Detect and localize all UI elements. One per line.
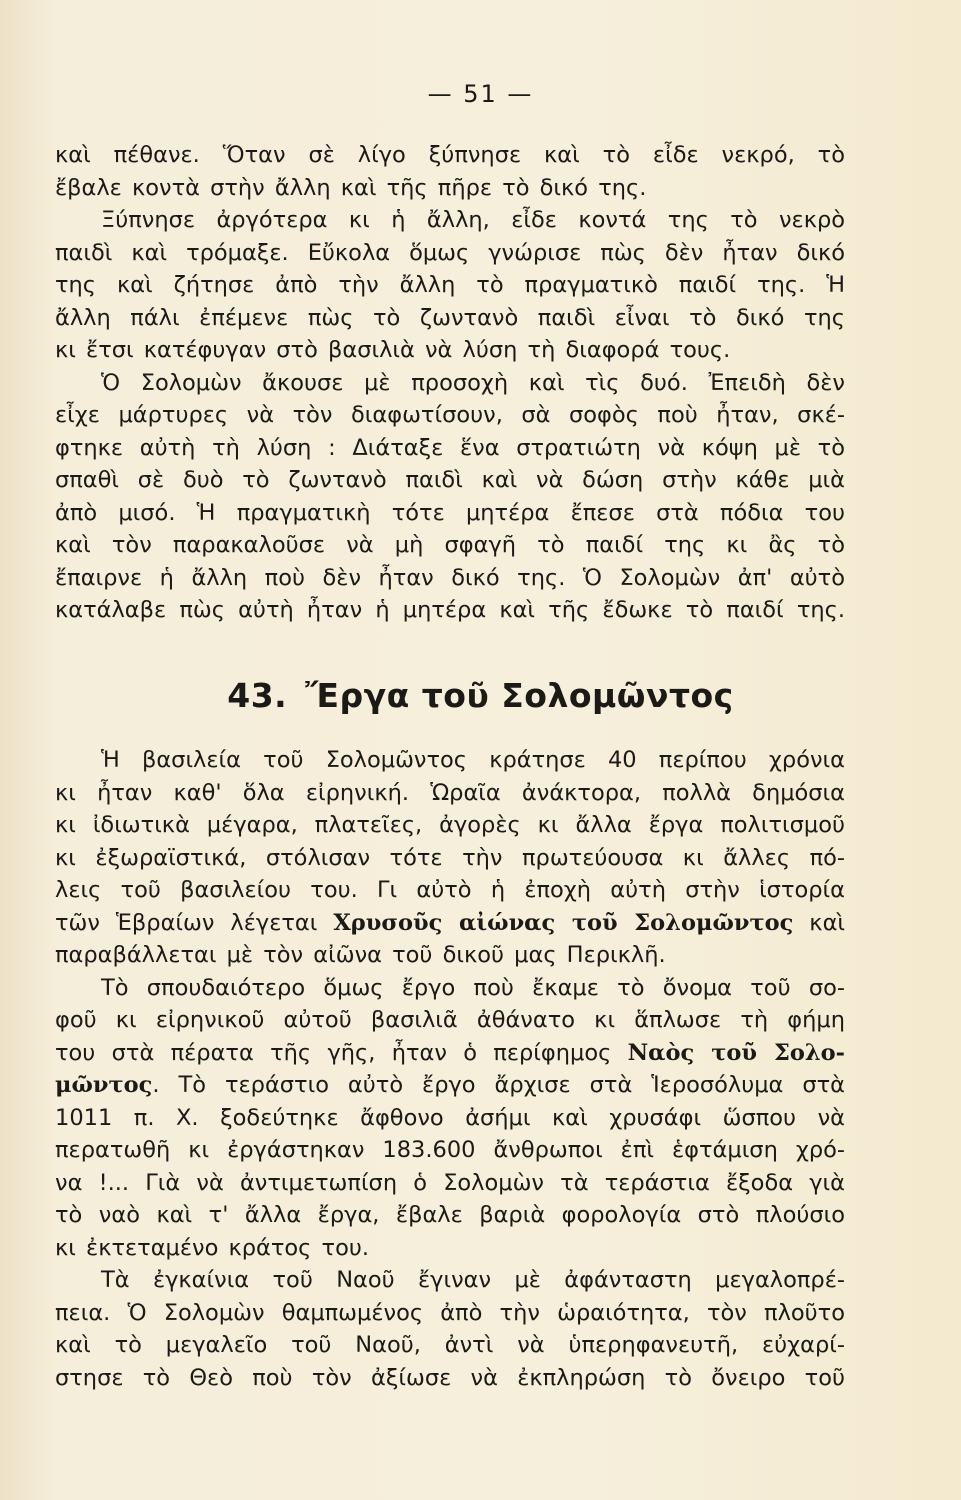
text-line [55, 744, 845, 777]
text-run: τῶν Ἑβραίων λέγεται [55, 909, 334, 936]
text-line [55, 777, 845, 810]
text-run: . Τὸ τεράστιο αὐτὸ ἔργο ἄρχισε στὰ Ἱεροσόλυμα στὰ [152, 1072, 845, 1098]
text-line [55, 1199, 845, 1232]
text-line: κατάλαβε πὼς αὐτὴ ἦταν ἡ μητέρα καὶ τῆς ἔδωκε τὸ παιδί της. [55, 597, 845, 623]
text-line [55, 1069, 845, 1102]
text-run: κι ἐκτεταμένο κράτος του. [55, 1234, 370, 1261]
text-line: σπαθὶ σὲ δυὸ τὸ ζωντανὸ παιδὶ καὶ νὰ δώση στὴν κάθε μιὰ [55, 467, 845, 493]
text-line: καὶ πέθανε. Ὅταν σὲ λίγο ξύπνησε καὶ τὸ εἶδε νεκρό, τὸ [55, 142, 845, 168]
text-line: καὶ τὸν παρακαλοῦσε νὰ μὴ σφαγῆ τὸ παιδί της κι ἂς τὸ [55, 532, 845, 558]
text-line [55, 1329, 845, 1362]
text-run: περατωθῆ κι ἐργάστηκαν 183.600 ἄνθρωποι ἐπὶ ἑφτάμιση χρό- [55, 1137, 845, 1163]
text-line [55, 907, 845, 940]
bold-phrase: Χρυσοῦς αἰώνας τοῦ Σολομῶντος [333, 909, 794, 936]
text-line [55, 1037, 845, 1070]
paragraph-bottom [55, 744, 845, 1394]
text-run: καὶ τὸ μεγαλεῖο τοῦ Ναοῦ, ἀντὶ νὰ ὑπερηφανευτῆ, εὐχαρί- [55, 1332, 845, 1358]
text-run: φοῦ κι εἰρηνικοῦ αὐτοῦ βασιλιᾶ ἀθάνατο κι ἅπλωσε τὴ φήμη [55, 1007, 845, 1033]
paragraph-top [55, 139, 845, 627]
text-line [55, 1232, 845, 1265]
section-title: Ἔργα τοῦ Σολομῶντος [305, 676, 734, 715]
text-run: καὶ [793, 909, 846, 936]
text-line [55, 874, 845, 907]
text-line: εἶχε μάρτυρες νὰ τὸν διαφωτίσουν, σὰ σοφὸς ποὺ ἦταν, σκέ- [55, 402, 845, 428]
page-number: — 51 — [427, 80, 534, 108]
text-run: τὸ ναὸ καὶ τ' ἄλλα ἔργα, ἔβαλε βαριὰ φορολογία στὸ πλούσιο [55, 1202, 845, 1228]
text-line: της καὶ ζήτησε ἀπὸ τὴν ἄλλη τὸ πραγματικὸ παιδί της. Ἡ [55, 272, 845, 298]
section-number: 43. [227, 676, 288, 715]
text-run: παραβάλλεται μὲ τὸν αἰῶνα τοῦ δικοῦ μας Περικλῆ. [55, 942, 666, 968]
text-line: φτηκε αὐτὴ τὴ λύση : Διάταξε ἕνα στρατιώτη νὰ κόψη μὲ τὸ [55, 434, 845, 461]
text-run: κι ἐξωραϊστικά, στόλισαν τότε τὴν πρωτεύουσα κι ἄλλες πό- [55, 844, 845, 871]
text-line [55, 1264, 845, 1297]
text-line [55, 842, 845, 875]
text-line [55, 939, 845, 972]
text-line [55, 1134, 845, 1167]
text-line: παιδὶ καὶ τρόμαξε. Εὔκολα ὅμως γνώρισε πὼς δὲν ἦταν δικό [55, 239, 845, 266]
text-line: Ξύπνησε ἀργότερα κι ἡ ἄλλη, εἶδε κοντά της τὸ νεκρὸ [101, 207, 845, 233]
text-run: κι ἰδιωτικὰ μέγαρα, πλατεῖες, ἀγορὲς κι ἄλλα ἔργα πολιτισμοῦ [55, 812, 845, 838]
text-run: να !... Γιὰ νὰ ἀντιμετωπίση ὁ Σολομὼν τὰ τεράστια ἔξοδα γιὰ [55, 1169, 845, 1196]
text-line [55, 1297, 845, 1330]
bold-phrase: Ναὸς τοῦ Σολο- [627, 1039, 845, 1066]
text-line [55, 1004, 845, 1037]
text-line [55, 1362, 845, 1395]
text-run: Τὸ σπουδαιότερο ὅμως ἔργο ποὺ ἔκαμε τὸ ὄνομα τοῦ σο- [101, 974, 845, 1001]
text-line: κι ἔτσι κατέφυγαν στὸ βασιλιὰ νὰ λύση τὴ διαφορά τους. [55, 337, 731, 363]
text-run: Ἡ βασιλεία τοῦ Σολομῶντος κράτησε 40 περίπου χρόνια [101, 747, 845, 773]
text-run: 1011 π. Χ. ξοδεύτηκε ἄφθονο ἀσήμι καὶ χρυσάφι ὥσπου νὰ [55, 1104, 845, 1131]
text-run: κι ἦταν καθ' ὅλα εἰρηνική. Ὡραῖα ἀνάκτορα, πολλὰ δημόσια [55, 779, 845, 806]
text-line [55, 972, 845, 1005]
text-run: Τὰ ἐγκαίνια τοῦ Ναοῦ ἔγιναν μὲ ἀφάνταστη μεγαλοπρέ- [101, 1267, 845, 1293]
bold-phrase: μῶντος [55, 1072, 153, 1098]
text-line: ἀπὸ μισό. Ἡ πραγματικὴ τότε μητέρα ἔπεσε στὰ πόδια του [55, 499, 845, 526]
text-line [55, 1167, 845, 1200]
text-line: ἔπαιρνε ἡ ἄλλη ποὺ δὲν ἦταν δικό της. Ὁ Σολομὼν ἀπ' αὐτὸ [55, 564, 845, 591]
section-heading [0, 676, 961, 715]
text-line [55, 809, 845, 842]
text-line: ἔβαλε κοντὰ στὴν ἄλλη καὶ τῆς πῆρε τὸ δικό της. [55, 174, 647, 201]
text-run: στησε τὸ Θεὸ ποὺ τὸν ἀξίωσε νὰ ἐκπληρώση τὸ ὄνειρο τοῦ [55, 1364, 845, 1391]
text-run: πεια. Ὁ Σολομὼν θαμπωμένος ἀπὸ τὴν ὡραιότητα, τὸν πλοῦτο [55, 1299, 845, 1326]
text-line: Ὁ Σολομὼν ἄκουσε μὲ προσοχὴ καὶ τὶς δυό. Ἐπειδὴ δὲν [101, 369, 845, 396]
text-line: ἄλλη πάλι ἐπέμενε πὼς τὸ ζωντανὸ παιδὶ εἶναι τὸ δικό της [55, 304, 845, 331]
text-line [55, 1102, 845, 1135]
text-run: του στὰ πέρατα τῆς γῆς, ἦταν ὁ περίφημος [55, 1039, 628, 1066]
text-run: λεις τοῦ βασιλείου του. Γι αὐτὸ ἡ ἐποχὴ αὐτὴ στὴν ἱστορία [55, 877, 845, 903]
